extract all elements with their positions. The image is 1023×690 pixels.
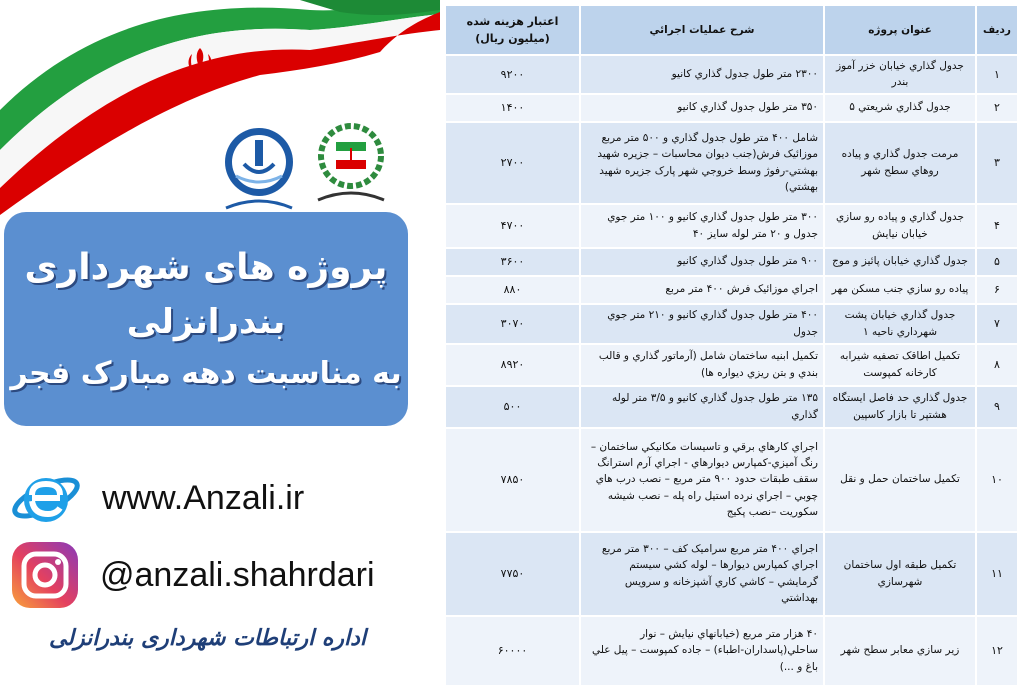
cell-row-no: ۷ [977,305,1019,345]
instagram-row[interactable] [10,540,375,610]
projects-table-container [446,6,1019,690]
cell-cost: ۳۰۷۰ [446,305,581,345]
cell-cost: ۳۶۰۰ [446,249,581,277]
cell-row-no: ۳ [977,123,1019,205]
table-row [446,56,1019,95]
cell-description: اجراي ۴۰۰ متر مربع سراميک کف – ۳۰۰ متر مربع اجراي کمپارس ديوارها – لوله کشي سيستم گرمايشي – کاشي کاري آشپزخانه و سرويس بهداشتي [581,533,825,617]
cell-row-no: ۸ [977,345,1019,387]
cell-description: ۹۰۰ متر طول جدول گذاري کانيو [581,249,825,277]
table-row [446,429,1019,533]
table-row [446,277,1019,305]
cell-cost: ۷۸۵۰ [446,429,581,533]
cell-cost: ۹۲۰۰ [446,56,581,95]
cell-description: شامل ۴۰۰ متر طول جدول گذاري و ۵۰۰ متر مربع موزائيک فرش(جنب ديوان محاسبات – جزيره شهيد بهشتي-رفوژ وسط خروجي شهر پارک جزيره شهيد بهشتي) [581,123,825,205]
cell-row-no: ۱۰ [977,429,1019,533]
cell-title: پياده رو سازي جنب مسکن مهر [825,277,977,305]
title-line-2: بندرانزلی [126,302,286,342]
table-row [446,345,1019,387]
cell-row-no: ۹ [977,387,1019,429]
municipality-logo-icon [218,124,300,214]
cell-cost: ۱۴۰۰ [446,95,581,123]
cell-description: ۴۰ هزار متر مربع (خيابانهاي نيايش – نوار ساحلي(پاسداران-اطباء) – جاده کمپوست – پيل علي باغ و ...) [581,617,825,687]
cell-description: ۳۵۰ متر طول جدول گذاري کانيو [581,95,825,123]
cell-row-no: ۶ [977,277,1019,305]
cell-title: زير سازي معابر سطح شهر [825,617,977,687]
instagram-icon [10,540,80,610]
website-row[interactable] [10,462,304,534]
cell-description: اجراي کارهاي برقي و تاسيسات مکانيکي ساختمان – رنگ آميزي-کمپارس ديوارهاي - اجراي آرم استرانگ سقف طبقات حدود ۹۰۰ متر مربع – نصب درب هاي چوبي – اجراي نرده استيل راه پله – نصب شيشه سکوريت –نصب پکيج [581,429,825,533]
header-row-no: رديف [977,6,1019,56]
cell-description: ۴۰۰ متر طول جدول گذاري کانيو و ۲۱۰ متر جوي جدول [581,305,825,345]
table-body [446,56,1019,687]
cell-cost: ۵۰۰ [446,387,581,429]
cell-cost: ۷۷۵۰ [446,533,581,617]
cell-title: مرمت جدول گذاري و پياده روهاي سطح شهر [825,123,977,205]
projects-table [446,6,1019,687]
table-row [446,617,1019,687]
header-cost: اعتبار هزينه شده (ميليون ريال) [446,6,581,56]
cell-title: جدول گذاري خيابان پشت شهرداري ناحيه ۱ [825,305,977,345]
cell-title: جدول گذاري حد فاصل ايستگاه هشتپر تا بازار کاسپين [825,387,977,429]
cell-cost: ۸۹۲۰ [446,345,581,387]
cell-row-no: ۱ [977,56,1019,95]
cell-title: جدول گذاري شريعتي ۵ [825,95,977,123]
footer-text: اداره ارتباطات شهرداری بندرانزلی [48,626,367,651]
table-row [446,205,1019,249]
cell-title: جدول گذاري و پياده رو سازي خيابان نيايش [825,205,977,249]
instagram-handle[interactable]: @anzali.shahrdari [100,555,375,594]
table-row [446,387,1019,429]
cell-cost: ۴۷۰۰ [446,205,581,249]
cell-row-no: ۴ [977,205,1019,249]
cell-cost: ۲۷۰۰ [446,123,581,205]
title-line-1: پروژه های شهرداری [24,247,388,288]
cell-title: تکميل ساختمان حمل و نقل [825,429,977,533]
cell-row-no: ۲ [977,95,1019,123]
cell-title: تکميل اطاقک تصفيه شيرابه کارخانه کمپوست [825,345,977,387]
table-row [446,95,1019,123]
cell-description: تکميل ابنيه ساختمان شامل (آرماتور گذاري و قالب بندي و بتن ريزي ديواره ها) [581,345,825,387]
left-panel [0,0,440,690]
table-row [446,305,1019,345]
table-row [446,533,1019,617]
cell-title: جدول گذاري خيابان پائيز و موج [825,249,977,277]
city-council-logo-icon [306,118,396,208]
cell-description: اجراي موزائيک فرش ۴۰۰ متر مربع [581,277,825,305]
cell-row-no: ۵ [977,249,1019,277]
table-row [446,249,1019,277]
cell-cost: ۶۰۰۰۰ [446,617,581,687]
cell-title: جدول گذاري خيابان خزر آموز بندر [825,56,977,95]
cell-description: ۲۳۰۰ متر طول جدول گذاري کانيو [581,56,825,95]
title-line-3: به مناسبت دهه مبارک فجر [10,356,402,391]
cell-row-no: ۱۱ [977,533,1019,617]
internet-explorer-icon [10,462,82,534]
cell-title: تکميل طبقه اول ساختمان شهرسازي [825,533,977,617]
cell-cost: ۸۸۰ [446,277,581,305]
title-box [4,212,408,426]
header-title: عنوان پروژه [825,6,977,56]
cell-row-no: ۱۲ [977,617,1019,687]
cell-description: ۱۳۵ متر طول جدول گذاري کانيو و ۳/۵ متر لوله گذاري [581,387,825,429]
table-row [446,123,1019,205]
website-link[interactable]: www.Anzali.ir [102,478,305,517]
table-header-row [446,6,1019,56]
cell-description: ۳۰۰ متر طول جدول گذاري کانيو و ۱۰۰ متر جوي جدول و ۲۰ متر لوله سايز ۴۰ [581,205,825,249]
header-description: شرح عمليات اجرائي [581,6,825,56]
